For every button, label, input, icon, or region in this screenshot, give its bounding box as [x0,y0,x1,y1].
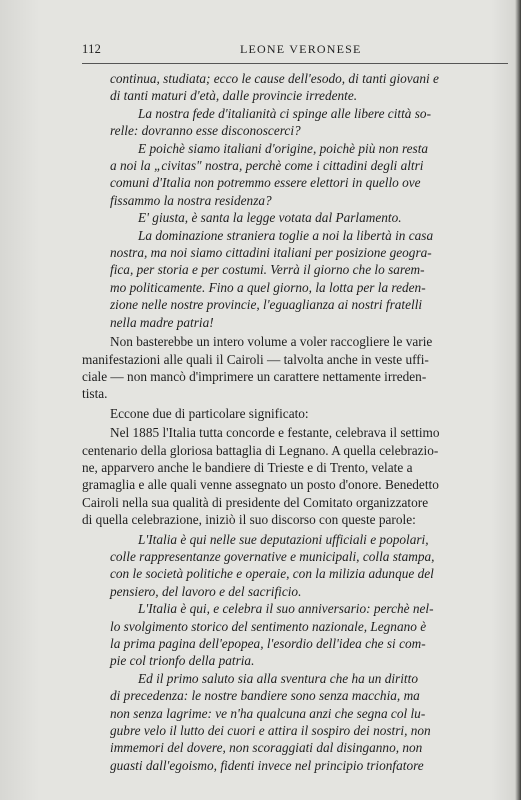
text-line: la prima pagina dell'epopea, l'esordio dell'idea che si com- [110,636,426,651]
quote-block-2 [110,531,510,775]
page-number: 112 [82,42,102,56]
text-line: lo svolgimento storico del sentimento nazionale, Legnano è [110,618,427,634]
text-line: mo politicamente. Fino a quel giorno, la lotta per la reden- [110,279,426,295]
text-line: La dominazione straniera toglie a noi la libertà in casa [138,227,434,243]
text-line: gramaglia e alle quali venne assegnato un posto d'onore. Benedetto [82,477,439,493]
text-line: Non basterebbe un intero volume a voler raccogliere le varie [110,334,433,350]
text-line: Eccone due di particolare significato: [110,405,309,421]
text-line: ciale — non mancò d'imprimere un carattere nettamente irreden- [82,368,427,384]
text-line: gubre velo il lutto dei cuori e attira il sospiro dei nostri, non [110,723,431,739]
text-line: pie col trionfo della patria. [110,653,255,669]
text-line: L'Italia è qui nelle sue deputazioni ufficiali e popolari, [138,531,429,547]
text-line: relle: dovranno esse disconoscerci? [110,123,301,139]
text-line: tista. [82,386,108,402]
text-line: guasti dall'egoismo, fidenti invece nel principio trionfatore [110,757,424,773]
text-line: comuni d'Italia non potremmo essere elettori in quello ove [110,175,421,191]
page-body [82,70,510,774]
page-edge-shadow [515,0,521,800]
text-line: di precedenza: le nostre bandiere sono senza macchia, ma [110,688,420,704]
paragraph-3 [82,424,510,528]
page-header [82,42,512,64]
header-rule [82,63,508,64]
text-line: zione nelle nostre provincie, l'eguaglianza ai nostri fratelli [110,297,423,313]
text-line: fica, per storia e per costumi. Verrà il giorno che lo sarem- [110,262,425,278]
text-line: continua, studiata; ecco le cause dell'esodo, di tanti giovani e [110,71,439,86]
text-line: E poichè siamo italiani d'origine, poichè più non resta [138,140,429,156]
text-line: di quella celebrazione, iniziò il suo discorso con queste parole: [82,512,416,528]
text-line: immemori del dovere, non scoraggiati dal disinganno, non [110,740,423,756]
text-line: centenario della gloriosa battaglia di Legnano. A quella celebrazio- [82,442,439,458]
text-line: L'Italia è qui, e celebra il suo anniversario: perchè nel- [138,601,434,617]
paragraph-2 [82,405,510,422]
text-line: Ed il primo saluto sia alla sventura che ha un diritto [138,670,418,686]
text-line: pensiero, del lavoro e del sacrificio. [110,583,302,599]
text-line: nostra, ma noi siamo cittadini italiani per posizione geogra- [110,245,432,261]
quote-block-1 [110,70,510,331]
text-line: non senza lagrime: ve n'ha qualcuna anzi che segna col lu- [110,705,426,721]
text-line: di tanti maturi d'età, dalle provincie irredente. [110,88,358,104]
text-line: a noi la „civitas" nostra, perchè come i cittadini degli altri [110,158,424,174]
text-line: La nostra fede d'italianità ci spinge alle libere città so- [138,105,432,121]
text-line: con le società politiche e operaie, con la milizia adunque del [110,566,434,582]
paragraph-1 [82,333,510,403]
text-line: ne, apparvero anche le bandiere di Trieste e di Trento, velate a [82,459,413,475]
running-head: LEONE VERONESE [240,42,362,56]
text-line: Cairoli nella sua qualità di presidente del Comitato organizzatore [82,494,429,510]
text-line: nella madre patria! [110,314,214,330]
text-line: manifestazioni alle quali il Cairoli — talvolta anche in veste uffi- [82,351,429,367]
text-line: E' giusta, è santa la legge votata dal Parlamento. [138,210,402,226]
text-line: Nel 1885 l'Italia tutta concorde e festante, celebrava il settimo [110,425,440,441]
text-line: fissammo la nostra residenza? [110,192,272,208]
text-line: colle rappresentanze governative e municipali, colla stampa, [110,548,435,564]
